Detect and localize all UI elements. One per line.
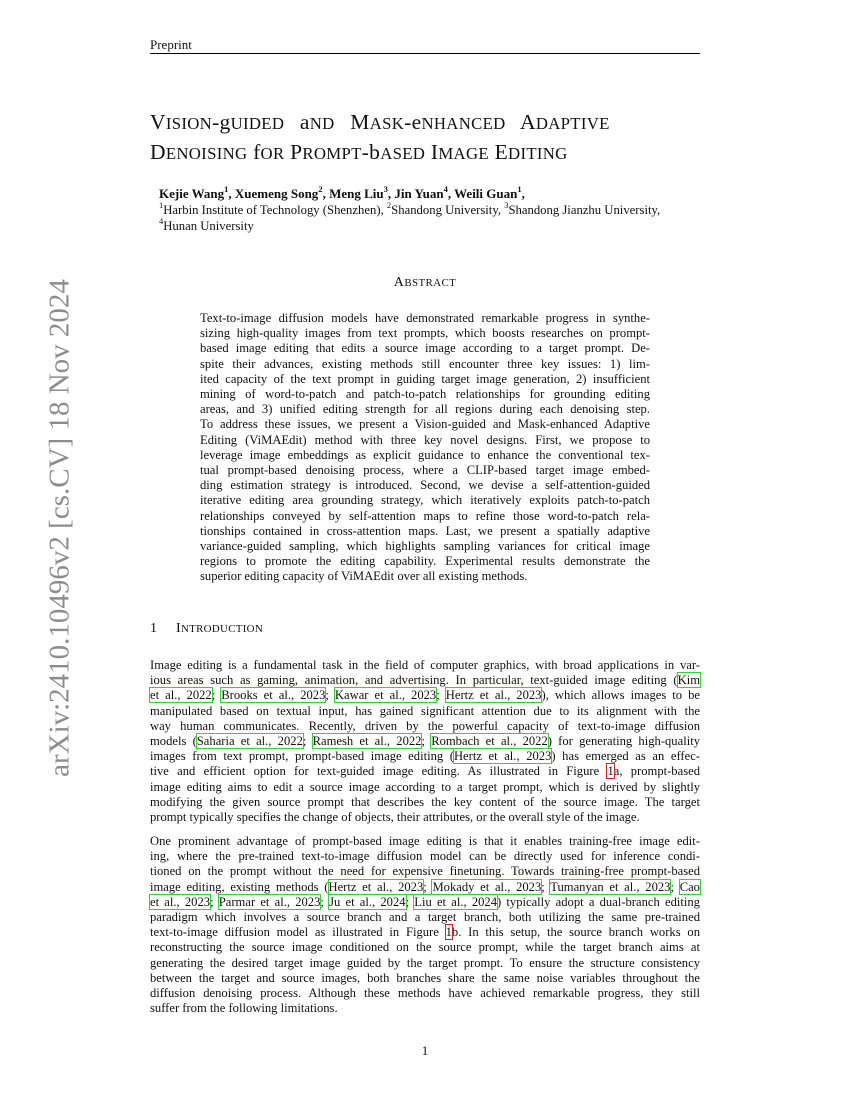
title-line-2: DENOISING fOR PROMPT-bASED IMAGE EDITING [150,140,568,164]
affiliation-name: Shandong University [391,203,498,217]
paragraph-line: Image editing is a fundamental task in the field of computer graphics, with broad applications in var- [150,658,700,672]
text-run: ) for generating high-quality [547,734,700,749]
paragraph-line: image editing aims to edit a source image according to a target prompt, which is derived by slightly [150,779,700,794]
citation-link[interactable]: Brooks et al., 2023 [221,688,326,703]
abstract-line: tual prompt-based denoising process, where a CLIP-based target image embed- [200,463,650,478]
paper-title [150,108,710,168]
paragraph-line: suffer from the following limitations. [150,1001,338,1016]
intro-paragraph-1 [150,658,700,825]
paragraph-line: tioned on the prompt without the need for expensive finetuning. Towards training-free prompt-based [150,864,700,879]
abstract-line: mining of word-to-patch and patch-to-patch relationships for grounding editing [200,387,650,402]
paragraph-line [150,895,700,910]
paragraph-line [150,734,700,749]
abstract-line: Editing (ViMAEdit) method with three key novel designs. First, we propose to [200,432,650,447]
text-run: ; [436,688,446,703]
text-run: images from text prompt, prompt-based image editing ( [150,749,454,764]
title-line-1: VISION-gUIDED aND MASK-eNHANCED ADAPTIVE [150,110,610,134]
paragraph-line: modifying the given source prompt that describes the key content of the source image. The target [150,794,700,809]
affiliation-name: Harbin Institute of Technology (Shenzhen) [163,203,381,217]
citation-link[interactable]: Kim [677,673,700,688]
text-run: ; [320,894,330,909]
abstract-line: relationships conveyed by self-attention maps to refine those word-to-patch rela- [200,508,650,523]
citation-link[interactable]: Cao [679,879,700,894]
citation-link[interactable]: Hertz et al., 2023 [328,879,424,894]
abstract-line: leverage image embeddings as explicit guidance to enhance the conventional tex- [200,447,650,462]
text-run: ; [421,734,432,749]
section-heading-introduction [150,621,263,637]
citation-link[interactable]: et al., 2023 [150,894,211,909]
abstract-line: sizing high-quality images from text prompts, which boosts researches on prompt- [200,326,650,341]
citation-link[interactable]: Hertz et al., 2023 [453,749,552,764]
author-affiliation-mark: 1 [224,183,229,194]
paragraph-line [150,688,700,703]
text-run: a, prompt-based [613,764,700,779]
citation-link[interactable]: Mokady et al., 2023 [432,879,542,894]
section-title: INTRODUCTION [176,621,264,636]
affiliation-mark: 3 [504,199,509,210]
text-run: ; [210,894,219,909]
section-number: 1 [150,621,158,636]
paragraph-line: between the target and source images, both branches share the same noise variables throughout the [150,970,700,985]
text-run: ious areas such as gaming, animation, and advertising. In particular, text-guided image editing ( [150,673,678,688]
abstract-line: iterative editing area grounding strategy, which iteratively exploits patch-to-patch [200,493,650,508]
paragraph-line: ing, where the pre-trained text-to-image diffusion model can be directly used for inference condi- [150,849,700,864]
abstract-line: To address these issues, we present a Vision-guided and Mask-enhanced Adaptive [200,417,650,432]
arxiv-identifier-stamp: arXiv:2410.10496v2 [cs.CV] 18 Nov 2024 [43,279,76,777]
paragraph-line: manipulated based on textual input, has gained significant attention due to its alignment with the [150,703,700,718]
intro-paragraph-2 [150,834,700,1016]
figure-reference-link[interactable]: 1 [445,925,452,940]
text-run: ; [405,894,415,909]
abstract-line: variance-guided sampling, which highlights sampling variances for critical image [200,539,650,554]
abstract-line: tionships contained in cross-attention maps. Last, we present a spatially adaptive [200,523,650,538]
citation-link[interactable]: Ramesh et al., 2022 [312,734,422,749]
affiliation-list: $^1$Harbin Institute of Technology (Shenzhen), $^2$Shandong University, $^3$Shandong Jianzhu University, $^4$Hunan University [159,199,661,233]
text-run: ; [325,688,335,703]
page-number: 1 [421,1043,429,1058]
author-name: Meng Liu [329,186,384,201]
author-list: Kejie Wang$^1$, Xuemeng Song$^2$, Meng Liu$^3$, Jin Yuan$^4$, Weili Guan$^1$, [159,183,525,201]
author-affiliation-mark: 4 [443,183,448,194]
text-run: ; [302,734,313,749]
paragraph-line: reconstructing the source image conditioned on the source prompt, while the target branch aims at [150,940,700,955]
text-run: ), which allows images to be [541,688,700,703]
citation-link[interactable]: Liu et al., 2024 [414,894,498,909]
paragraph-line [150,880,700,895]
author-name: Xuemeng Song [234,186,319,201]
text-run: text-to-image diffusion model as illustrated in Figure [150,925,446,940]
citation-link[interactable]: Rombach et al., 2022 [431,734,548,749]
affiliation-mark: 4 [159,215,164,226]
paragraph-line [150,764,700,779]
affiliation-mark: 1 [159,199,164,210]
abstract-line: spite their advances, existing methods still encounter three key issues: 1) lim- [200,356,650,371]
author-affiliation-mark: 3 [383,183,388,194]
text-run: models ( [150,734,197,749]
abstract-heading: ABSTRACT [393,275,457,290]
citation-link[interactable]: et al., 2022 [150,688,212,703]
text-run: ; [423,879,433,894]
paragraph-line [150,673,700,688]
abstract-line: Text-to-image diffusion models have demonstrated remarkable progress in synthe- [200,311,650,325]
abstract-line: based image editing that edits a source image according to a target prompt. De- [200,341,650,356]
citation-link[interactable]: Tumanyan et al., 2023 [550,879,671,894]
abstract-body [200,311,650,585]
author-affiliation-mark: 2 [318,183,323,194]
paragraph-line: way human communicates. Recently, driven by the powerful capacity of text-to-image diffusion [150,718,700,733]
abstract-line: regions to promote the editing capability. Experimental results demonstrate the [200,554,650,569]
paragraph-line: generating the desired target image guided by the target prompt. To ensure the structure consistency [150,955,700,970]
text-run: ) has emerged as an effec- [551,749,700,764]
text-run: ; [211,688,222,703]
abstract-line: ding estimation strategy is introduced. Second, we devise a self-attention-guided [200,478,650,493]
abstract-line: areas, and 3) unified editing strength for all regions during each denoising step. [200,402,650,417]
citation-link[interactable]: Parmar et al., 2023 [218,894,321,909]
citation-link[interactable]: Hertz et al., 2023 [445,688,542,703]
abstract-line: superior editing capacity of ViMAEdit over all existing methods. [200,569,528,584]
running-header: Preprint [150,37,192,52]
paragraph-line: diffusion denoising process. Although these methods have achieved remarkable progress, they still [150,986,700,1001]
citation-link[interactable]: Ju et al., 2024 [329,894,406,909]
text-run: ; [541,879,551,894]
paragraph-line: prompt typically specifies the change of objects, their attributes, or the overall style of the image. [150,810,640,825]
text-run: ; [670,879,680,894]
citation-link[interactable]: Kawar et al., 2023 [334,688,437,703]
paragraph-line: One prominent advantage of prompt-based image editing is that it enables training-free image edit- [150,834,700,848]
figure-reference-link[interactable]: 1 [607,764,614,779]
author-name: Weili Guan [454,186,518,201]
paragraph-line [150,925,700,940]
author-affiliation-mark: 1 [517,183,522,194]
abstract-line: ited capacity of the text prompt in guiding target image generation, 2) insufficient [200,371,650,386]
header-rule [150,53,700,54]
author-name: Kejie Wang [159,186,225,201]
author-name: Jin Yuan [394,186,444,201]
text-run: b. In this setup, the source branch works on [451,925,700,940]
citation-link[interactable]: Saharia et al., 2022 [196,734,303,749]
affiliation-mark: 2 [386,199,392,210]
text-run: image editing, existing methods ( [150,879,329,894]
affiliation-name: Shandong Jianzhu University [508,203,658,217]
affiliation-name: Hunan University [163,219,254,233]
paragraph-line: paradigm which involves a source branch and a target branch, both utilizing the same pre-trained [150,910,700,925]
text-run: ) typically adopt a dual-branch editing [497,894,700,909]
paragraph-line [150,749,700,764]
text-run: tive and efficient option for text-guided image editing. As illustrated in Figure [150,764,608,779]
